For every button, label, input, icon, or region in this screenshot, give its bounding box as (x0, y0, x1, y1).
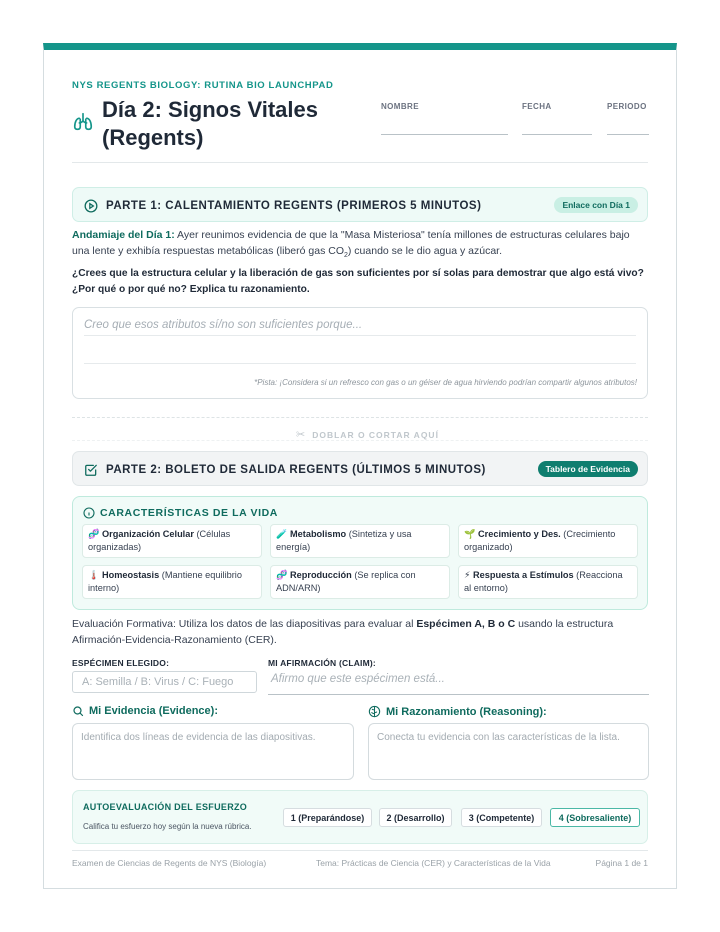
claim-label: MI AFIRMACIÓN (CLAIM): (268, 658, 376, 668)
info-icon (83, 507, 95, 519)
cut-line (72, 417, 648, 441)
scaffold-label: Andamiaje del Día 1: (72, 229, 175, 241)
search-icon (72, 705, 84, 717)
worksheet-page (43, 43, 677, 889)
evidence-heading: Mi Evidencia (Evidence): (72, 705, 218, 717)
period-label: PERIODO (607, 102, 647, 111)
specimen-input[interactable]: A: Semilla / B: Virus / C: Fuego (72, 671, 257, 693)
lightning-icon: ⚡ (464, 570, 471, 580)
hint-text: *Pista: ¡Considera si un refresco con gas o un géiser de agua hirviendo podrían compartir algunos atributos! (254, 378, 637, 387)
rating-option-3[interactable]: 3 (Competente) (461, 808, 542, 827)
cut-label: ✂ DOBLAR O CORTAR AQUÍ (296, 429, 439, 441)
date-line[interactable] (522, 134, 592, 135)
characteristic-card: 🧪 Metabolismo (Sintetiza y usa energía) (270, 524, 450, 558)
name-label: NOMBRE (381, 102, 419, 111)
specimen-label: ESPÉCIMEN ELEGIDO: (72, 658, 170, 668)
rating-option-1[interactable]: 1 (Preparándose) (283, 808, 372, 827)
claim-placeholder: Afirmo que este espécimen está... (271, 673, 445, 685)
rating-option-2[interactable]: 2 (Desarrollo) (379, 808, 452, 827)
scaffold-text: Andamiaje del Día 1: Ayer reunimos evidencia de que la "Masa Misteriosa" tenía millones de estructuras celulares bajo una lente y exhibía respuestas metabólicas (liberó gas $CO_2$) cuando se le dio agua y azúcar. (72, 229, 630, 259)
name-field[interactable] (381, 102, 419, 111)
dna-icon: 🧬 (276, 570, 288, 580)
self-assessment-title: AUTOEVALUACIÓN DEL ESFUERZO (83, 802, 248, 812)
seedling-icon: 🌱 (464, 529, 476, 539)
part1-header (72, 187, 648, 222)
rating-option-4-selected[interactable]: 4 (Sobresaliente) (550, 808, 640, 827)
date-field[interactable] (522, 102, 552, 111)
self-assessment-panel (72, 790, 648, 844)
brain-icon (368, 705, 381, 718)
test-tube-icon: 🧪 (276, 529, 288, 539)
reasoning-heading: Mi Razonamiento (Reasoning): (368, 705, 547, 718)
answer-line[interactable] (84, 363, 636, 364)
characteristics-panel (72, 496, 648, 610)
period-line[interactable] (607, 134, 649, 135)
course-kicker: NYS REGENTS BIOLOGY: RUTINA BIO LAUNCHPAD (72, 80, 334, 91)
footer-divider (72, 850, 648, 851)
day1-link-badge: Enlace con Día 1 (554, 197, 638, 213)
characteristic-card: 🧬 Reproducción (Se replica con ADN/ARN) (270, 565, 450, 599)
footer-center: Tema: Prácticas de Ciencia (CER) y Características de la Vida (316, 858, 551, 868)
claim-input-line[interactable] (268, 694, 649, 695)
answer-line[interactable] (84, 335, 636, 336)
warmup-question: ¿Crees que la estructura celular y la liberación de gas son suficientes por sí solas para demostrar que algo está vivo? ¿Por qué o por qué no? Explica tu razonamiento. (72, 268, 644, 295)
evidence-board-badge: Tablero de Evidencia (538, 461, 638, 477)
part2-header (72, 451, 648, 486)
characteristic-card: ⚡ Respuesta a Estímulos (Reacciona al entorno) (458, 565, 638, 599)
footer-page-number: Página 1 de 1 (595, 858, 648, 868)
period-field[interactable] (607, 102, 647, 111)
self-assessment-subtitle: Califica tu esfuerzo hoy según la nueva rúbrica. (83, 822, 252, 831)
part2-title: PARTE 2: BOLETO DE SALIDA REGENTS (ÚLTIMOS 5 MINUTOS) (106, 463, 486, 476)
scissors-icon: ✂ (296, 429, 307, 441)
characteristics-heading: CARACTERÍSTICAS DE LA VIDA (100, 507, 278, 519)
checkbox-icon (84, 463, 98, 477)
formative-text: Evaluación Formativa: Utiliza los datos de las diapositivas para evaluar al Espécimen A, B o C usando la estructura Afirmación-Evidencia-Razonamiento (CER). (72, 618, 614, 646)
warmup-answer-area[interactable] (72, 307, 648, 399)
header-divider (72, 162, 648, 163)
page-title: Día 2: Signos Vitales (Regents) (102, 97, 319, 150)
evidence-textbox[interactable]: Identifica dos líneas de evidencia de las diapositivas. (72, 723, 354, 780)
reasoning-textbox[interactable]: Conecta tu evidencia con las características de la lista. (368, 723, 649, 780)
characteristic-card: 🌡️ Homeostasis (Mantiene equilibrio interno) (82, 565, 262, 599)
play-circle-icon (84, 199, 98, 213)
dna-icon: 🧬 (88, 529, 100, 539)
thermometer-icon: 🌡️ (88, 570, 100, 580)
characteristic-card: 🧬 Organización Celular (Células organizadas) (82, 524, 262, 558)
answer-placeholder: Creo que esos atributos sí/no son suficientes porque... (84, 319, 363, 331)
title-block (72, 96, 352, 152)
name-line[interactable] (381, 134, 508, 135)
date-label: FECHA (522, 102, 552, 111)
characteristic-card: 🌱 Crecimiento y Des. (Crecimiento organizado) (458, 524, 638, 558)
footer-left: Examen de Ciencias de Regents de NYS (Biología) (72, 858, 267, 868)
lungs-icon (72, 111, 94, 133)
part1-title: PARTE 1: CALENTAMIENTO REGENTS (PRIMEROS 5 MINUTOS) (106, 199, 482, 212)
